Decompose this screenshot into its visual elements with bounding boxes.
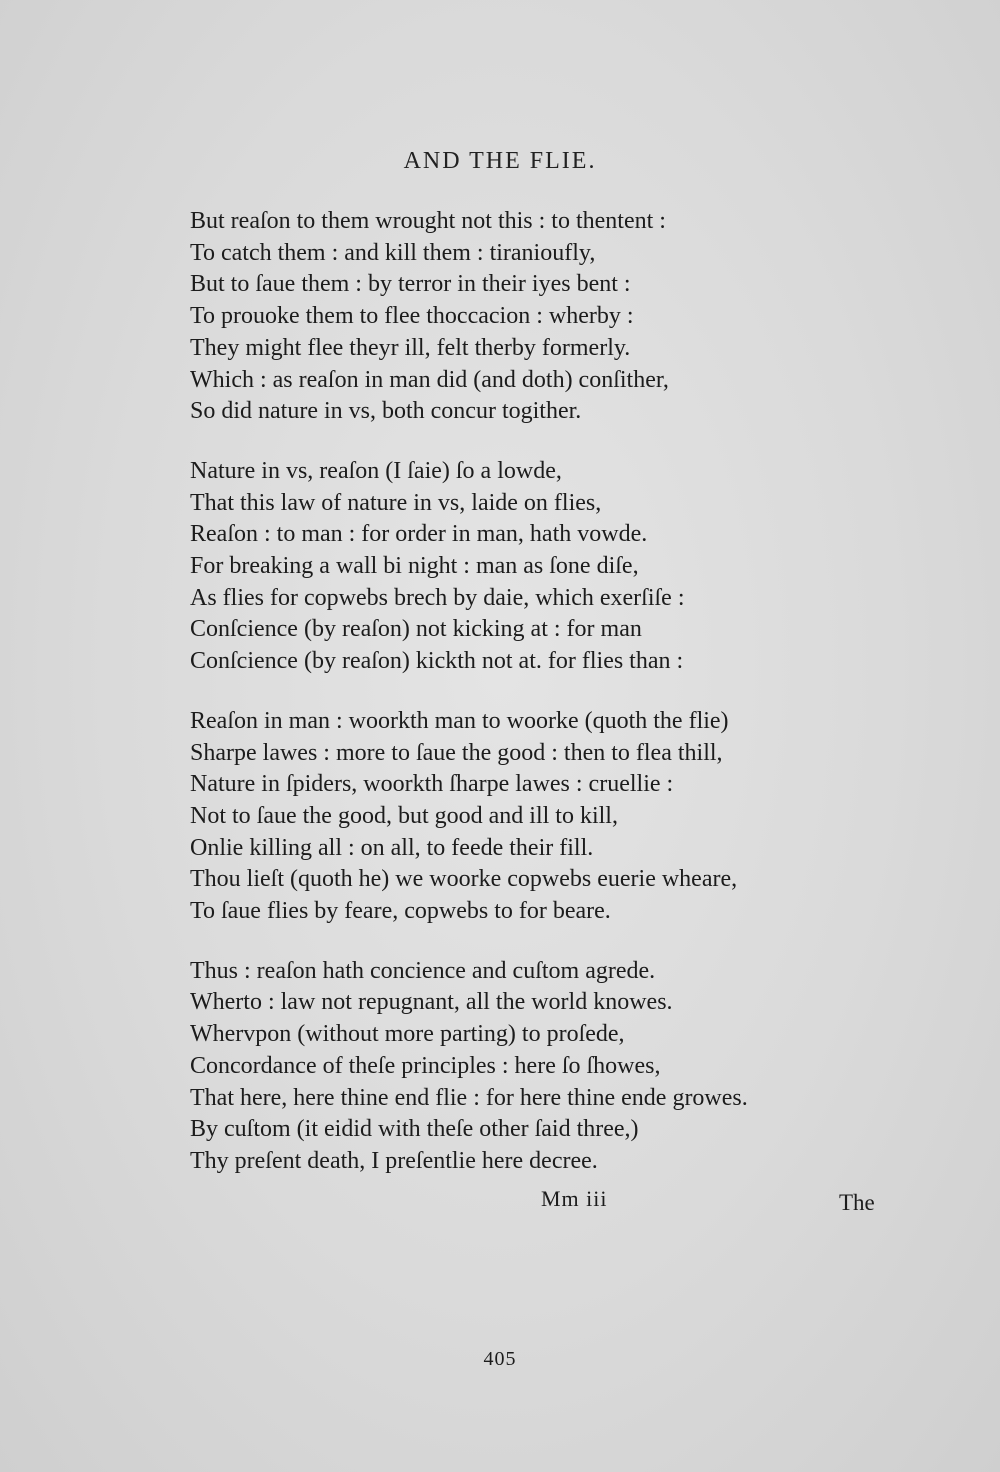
running-head: AND THE FLIE. <box>403 148 597 174</box>
poem-line: Conſcience (by reaſon) kickth not at. for flies than : <box>190 648 684 675</box>
poem-line: To ſaue flies by feare, copwebs to for beare. <box>190 898 611 925</box>
poem-line: Thus : reaſon hath concience and cuſtom agrede. <box>190 957 656 984</box>
poem-line: Nature in vs, reaſon (I ſaie) ſo a lowde, <box>190 457 562 484</box>
stanza <box>190 956 910 1178</box>
poem-line: Sharpe lawes : more to ſaue the good : then to flea thill, <box>190 739 723 766</box>
poem-line: To prouoke them to flee thoccacion : wherby : <box>190 303 634 330</box>
poem-line: As flies for copwebs brech by daie, which exerſiſe : <box>190 584 685 611</box>
poem-body <box>190 206 910 1206</box>
catchword: The <box>839 1190 875 1215</box>
signature-mark: Mm iii <box>541 1186 608 1211</box>
signature-line <box>0 1186 1000 1220</box>
poem-line: That here, here thine end flie : for here thine ende growes. <box>190 1084 748 1111</box>
stanza <box>190 456 910 678</box>
stanza <box>190 706 910 928</box>
poem-line: But to ſaue them : by terror in their iyes bent : <box>190 271 631 298</box>
poem-line: Wherto : law not repugnant, all the world knowes. <box>190 989 673 1016</box>
poem-line: Concordance of theſe principles : here ſo ſhowes, <box>190 1052 661 1079</box>
poem-line: Thy preſent death, I preſentlie here decree. <box>190 1147 598 1174</box>
poem-line: For breaking a wall bi night : man as ſone diſe, <box>190 553 639 580</box>
poem-line: Not to ſaue the good, but good and ill to kill, <box>190 802 618 829</box>
poem-line: But reaſon to them wrought not this : to thentent : <box>190 208 666 234</box>
poem-line: Nature in ſpiders, woorkth ſharpe lawes : cruellie : <box>190 771 674 798</box>
stanza <box>190 206 910 428</box>
poem-line: Thou lieſt (quoth he) we woorke copwebs euerie wheare, <box>190 866 738 893</box>
poem-line: That this law of nature in vs, laide on flies, <box>190 489 602 516</box>
poem-line: Reaſon : to man : for order in man, hath vowde. <box>190 521 648 548</box>
poem-line: Which : as reaſon in man did (and doth) conſither, <box>190 366 669 393</box>
page-number: 405 <box>483 1348 517 1370</box>
poem-line: Reaſon in man : woorkth man to woorke (quoth the flie) <box>190 707 729 734</box>
poem-line: To catch them : and kill them : tiranioufly, <box>190 239 596 266</box>
poem-line: Conſcience (by reaſon) not kicking at : for man <box>190 616 642 643</box>
poem-line: Onlie killing all : on all, to feede their fill. <box>190 834 594 861</box>
poem-line: They might flee theyr ill, felt therby formerly. <box>190 334 631 361</box>
poem-line: So did nature in vs, both concur togither. <box>190 398 582 425</box>
poem-line: By cuſtom (it eidid with theſe other ſaid three,) <box>190 1116 639 1143</box>
poem-line: Whervpon (without more parting) to proſede, <box>190 1021 625 1048</box>
